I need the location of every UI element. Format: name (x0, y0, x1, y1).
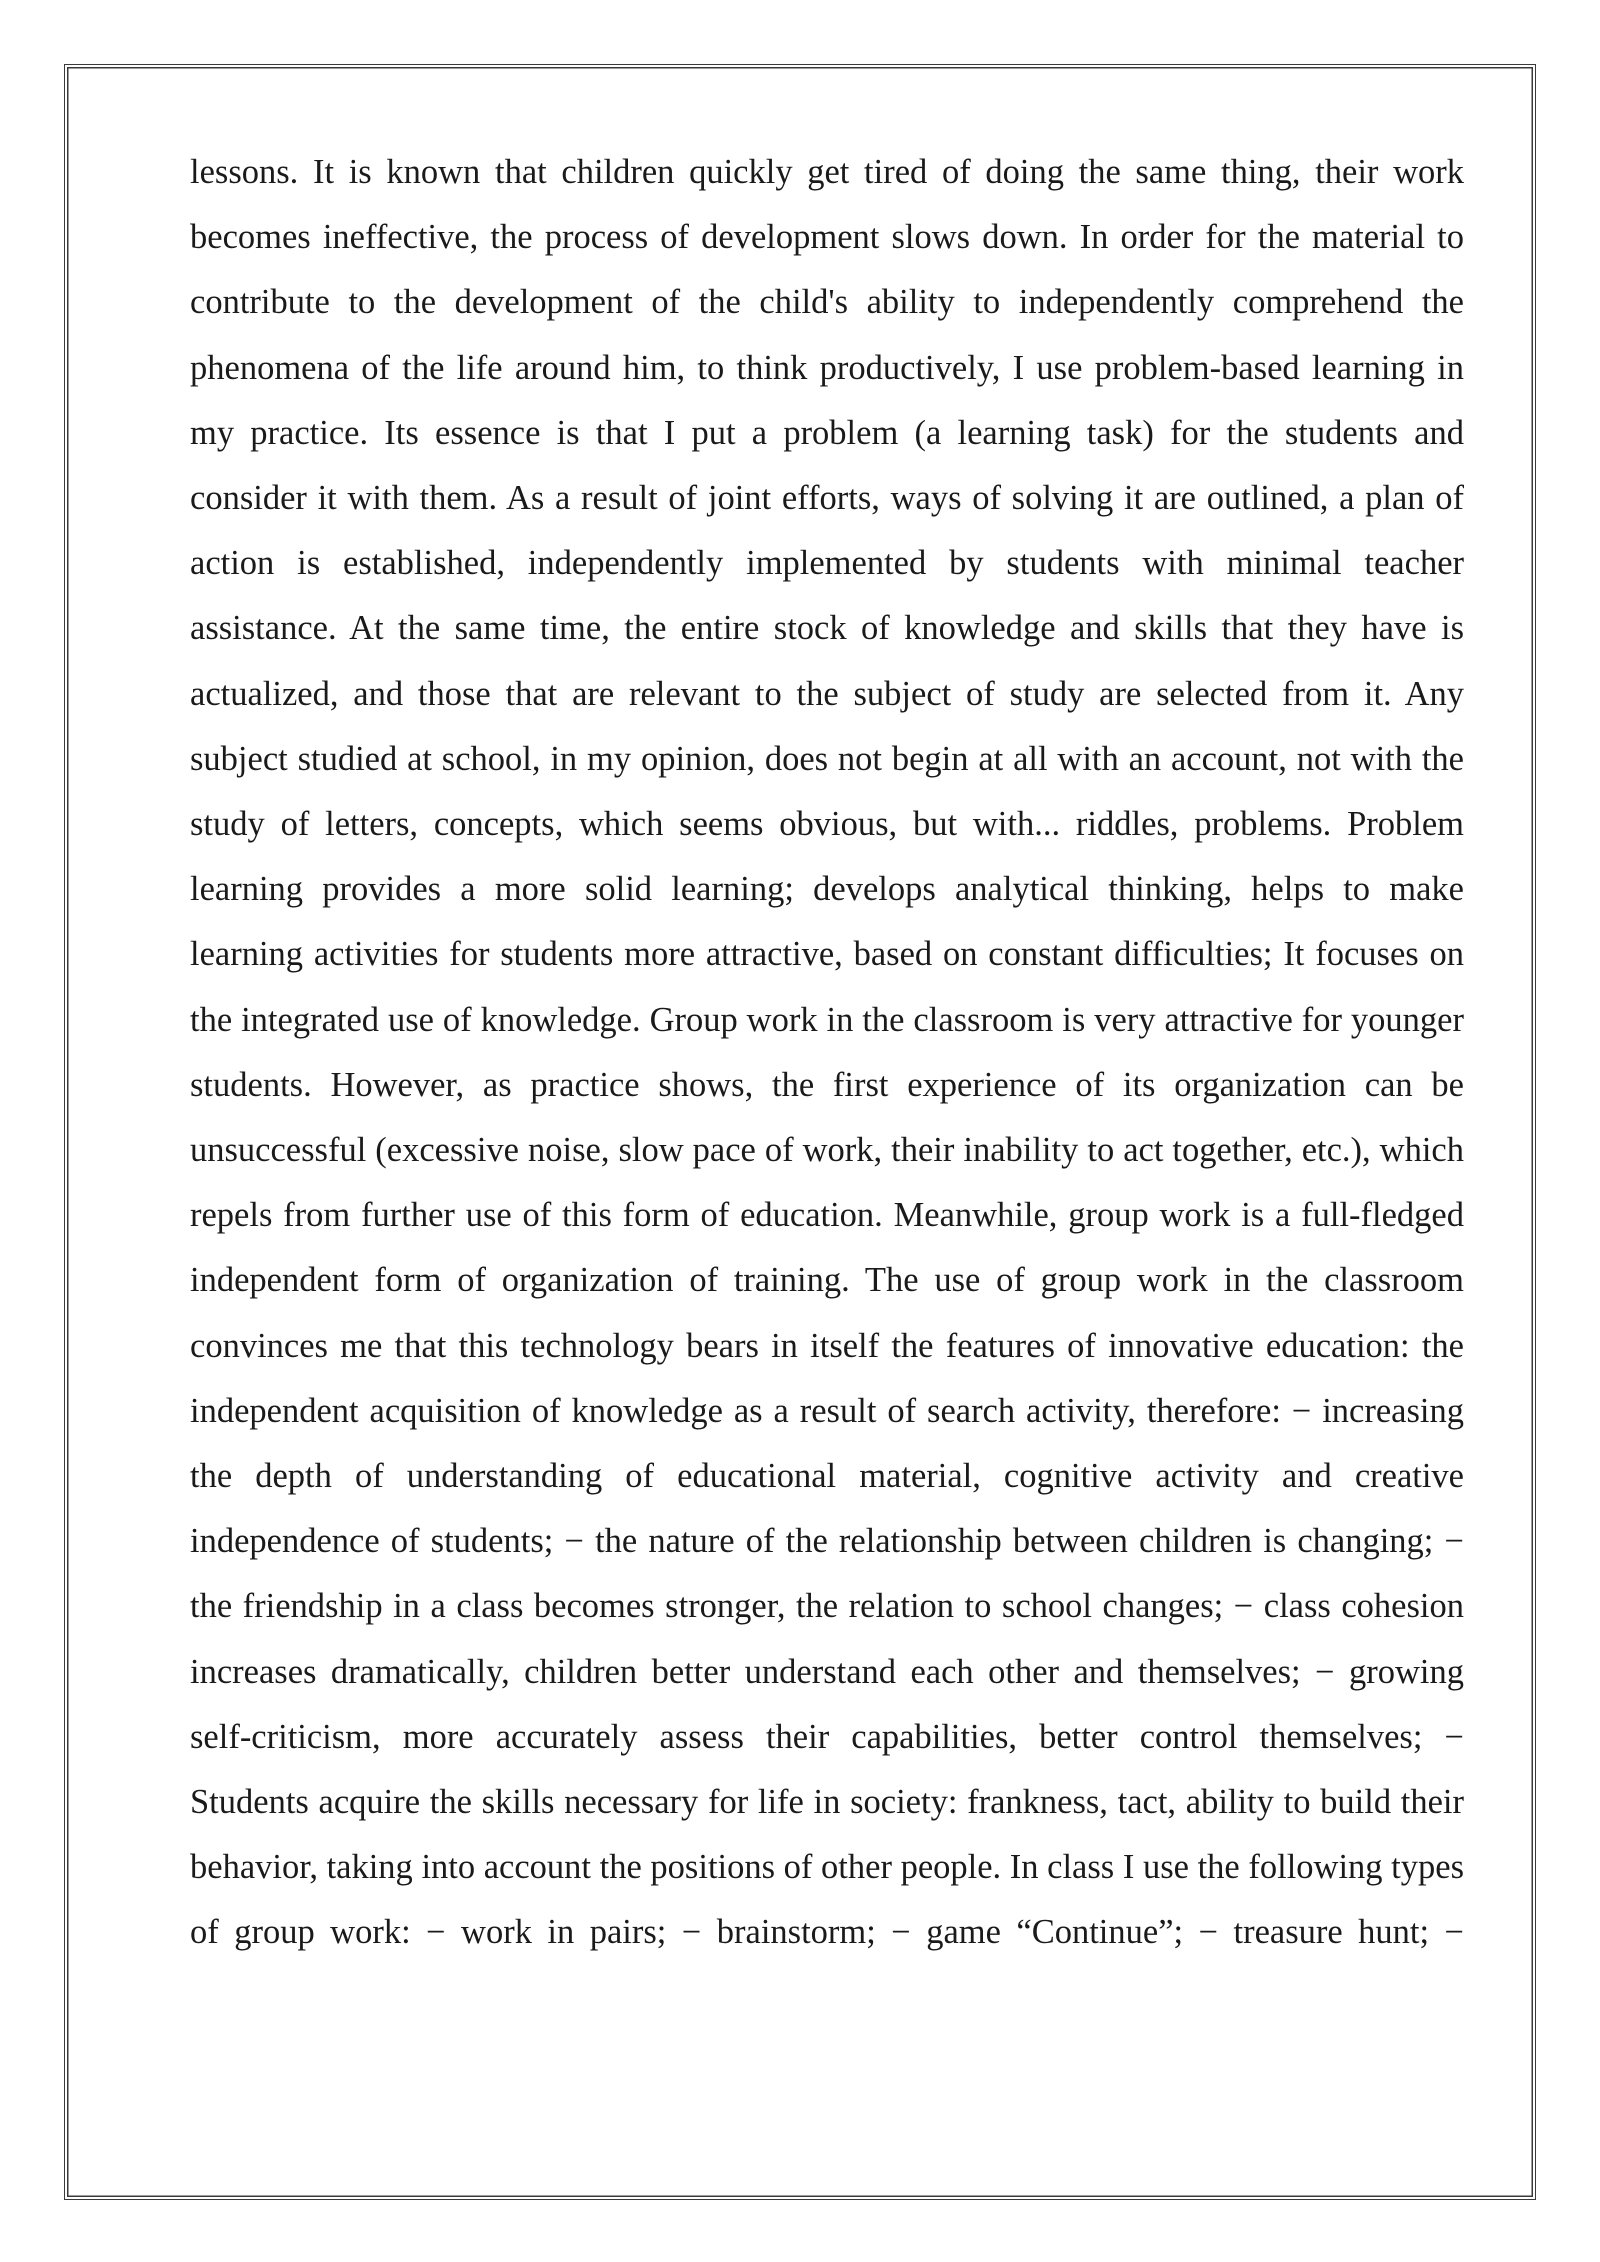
body-paragraph: lessons. It is known that children quickly get tired of doing the same thing, their work becomes ineffective, the process of development slows down. In order for the material to contribute to the development of the child's ability to independently comprehend the phenomena of the life around him, to think productively, I use problem-based learning in my practice. Its essence is that I put a problem (a learning task) for the students and consider it with them. As a result of joint efforts, ways of solving it are outlined, a plan of action is established, independently implemented by students with minimal teacher assistance. At the same time, the entire stock of knowledge and skills that they have is actualized, and those that are relevant to the subject of study are selected from it. Any subject studied at school, in my opinion, does not begin at all with an account, not with the study of letters, concepts, which seems obvious, but with... riddles, problems. Problem learning provides a more solid learning; develops analytical thinking, helps to make learning activities for students more attractive, based on constant difficulties; It focuses on the integrated use of knowledge. Group work in the classroom is very attractive for younger students. However, as practice shows, the first experience of its organization can be unsuccessful (excessive noise, slow pace of work, their inability to act together, etc.), which repels from further use of this form of education. Meanwhile, group work is a full-fledged independent form of organization of training. The use of group work in the classroom convinces me that this technology bears in itself the features of innovative education: the independent acquisition of knowledge as a result of search activity, therefore: − increasing the depth of understanding of educational material, cognitive activity and creative independence of students; − the nature of the relationship between children is changing; − the friendship in a class becomes stronger, the relation to school changes; − class cohesion increases dramatically, children better understand each other and themselves; − growing self-criticism, more accurately assess their capabilities, better control themselves; − Students acquire the skills necessary for life in society: frankness, tact, ability to build their behavior, taking into account the positions of other people. In class I use the following types of group work: − work in pairs; − brainstorm; − game “Continue”; − treasure hunt; − (190, 153, 1464, 1952)
